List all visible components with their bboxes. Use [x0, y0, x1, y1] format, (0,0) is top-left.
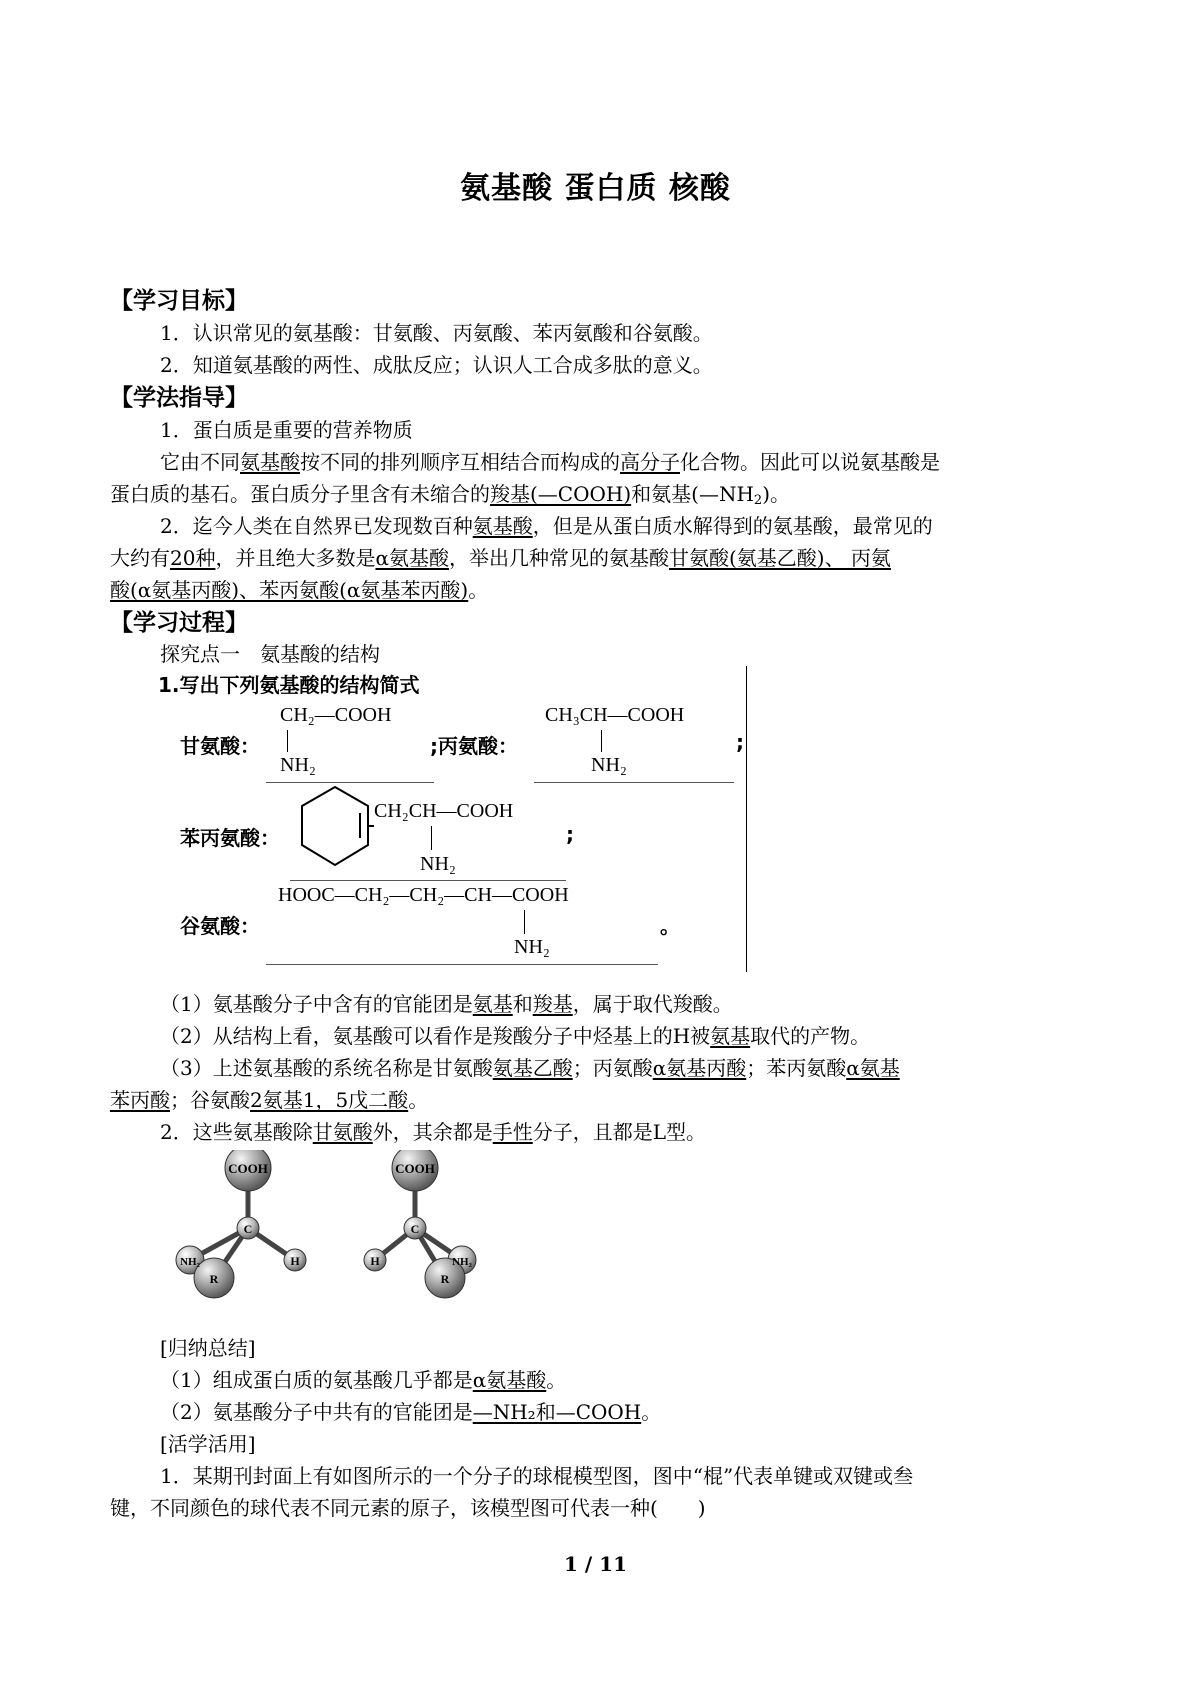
methods-p5: 大约有20种，并且绝大多数是α氨基酸，举出几种常见的氨基酸甘氨酸(氨基乙酸)、 丙氨: [110, 546, 891, 570]
model-right-c-label: C: [410, 1222, 420, 1236]
glycine-label: 甘氨酸：: [180, 734, 260, 758]
phenylalanine-formula-bottom: NH₂: [420, 853, 456, 875]
question-3: （3）上述氨基酸的系统名称是甘氨酸氨基乙酸；丙氨酸α氨基丙酸；苯丙氨酸α氨基: [160, 1056, 900, 1080]
methods-p3: 蛋白质的基石。蛋白质分子里含有未缩合的羧基(—COOH)和氨基$(—NH_2)$。: [110, 482, 790, 508]
model-left-c-label: C: [243, 1222, 253, 1236]
glycine-bond: [287, 730, 288, 752]
phenylalanine-bond: [431, 826, 432, 850]
methods-heading: 【学法指导】: [110, 385, 248, 411]
methods-p2: 它由不同氨基酸按不同的排列顺序互相结合而构成的高分子化合物。因此可以说氨基酸是: [160, 450, 940, 474]
model-right: [364, 1150, 476, 1298]
glutamic-acid-period: 。: [660, 914, 680, 938]
chirality-models-figure: [170, 1150, 500, 1300]
glutamic-acid-bond: [524, 910, 525, 934]
question-1: （1）氨基酸分子中含有的官能团是氨基和羧基，属于取代羧酸。: [160, 992, 733, 1016]
methods-p6: 酸(α氨基丙酸)、苯丙氨酸(α氨基苯丙酸)。: [110, 578, 489, 602]
figure-right-border: [746, 666, 747, 972]
phenylalanine-formula-top: CH₂CH—COOH: [374, 800, 514, 822]
goals-heading: 【学习目标】: [110, 288, 248, 314]
explore-point-1: 探究点一 氨基酸的结构: [160, 642, 380, 666]
summary-item-2: （2）氨基酸分子中共有的官能团是—NH₂和—COOH。: [160, 1400, 662, 1424]
question-3-cont: 苯丙酸；谷氨酸2氨基1，5戊二酸。: [110, 1088, 429, 1112]
alanine-answer-line: [534, 782, 734, 783]
alanine-semicolon: ;: [736, 730, 744, 754]
glycine-formula-bottom: NH₂: [280, 754, 316, 776]
model-right-h-label: H: [370, 1254, 380, 1268]
glycine-formula-top: CH₂—COOH: [280, 704, 392, 726]
benzene-ring-icon: [296, 783, 374, 869]
model-left-h-label: H: [290, 1254, 300, 1268]
phenylalanine-semicolon: ;: [566, 822, 574, 846]
alanine-bond: [601, 730, 602, 752]
model-left: [176, 1150, 306, 1298]
practice-line-1: 1．某期刊封面上有如图所示的一个分子的球棍模型图，图中“棍”代表单键或双键或叁: [160, 1464, 914, 1488]
goal-item-2: 2．知道氨基酸的两性、成肽反应；认识人工合成多肽的意义。: [160, 353, 713, 377]
glutamic-acid-formula-top: HOOC—CH₂—CH₂—CH—COOH: [278, 884, 569, 906]
page-number: 1 / 11: [564, 1552, 627, 1576]
summary-heading: [归纳总结]: [160, 1336, 256, 1360]
model-right-nh2-label: NH₂: [452, 1256, 472, 1268]
page-title: 氨基酸 蛋白质 核酸: [460, 171, 731, 206]
model-left-nh2-label: NH₂: [180, 1256, 200, 1268]
question-2: （2）从结构上看，氨基酸可以看作是羧酸分子中烃基上的H被氨基取代的产物。: [160, 1024, 871, 1048]
figure-heading: 1.写出下列氨基酸的结构简式: [158, 673, 420, 697]
glutamic-acid-answer-line: [266, 964, 658, 965]
methods-p1: 1．蛋白质是重要的营养物质: [160, 418, 413, 442]
glutamic-acid-formula-bottom: NH₂: [514, 936, 550, 958]
model-right-r-label: R: [440, 1272, 450, 1286]
practice-line-2: 键，不同颜色的球代表不同元素的原子，该模型图可代表一种( ): [110, 1496, 706, 1520]
goal-item-1: 1．认识常见的氨基酸：甘氨酸、丙氨酸、苯丙氨酸和谷氨酸。: [160, 321, 713, 345]
methods-p4: 2．迄今人类在自然界已发现数百种氨基酸，但是从蛋白质水解得到的氨基酸，最常见的: [160, 514, 933, 538]
model-left-r-label: R: [209, 1272, 219, 1286]
summary-item-1: （1）组成蛋白质的氨基酸几乎都是α氨基酸。: [160, 1368, 567, 1392]
alanine-formula-top: CH₃CH—COOH: [545, 704, 685, 726]
phenylalanine-answer-line: [290, 880, 566, 881]
phenylalanine-label: 苯丙氨酸：: [180, 826, 280, 850]
chirality-paragraph: 2．这些氨基酸除甘氨酸外，其余都是手性分子，且都是L型。: [160, 1120, 707, 1144]
model-left-cooh-label: COOH: [228, 1161, 268, 1176]
model-right-cooh-label: COOH: [395, 1161, 435, 1176]
alanine-formula-bottom: NH₂: [591, 754, 627, 776]
alanine-label: ;丙氨酸：: [430, 734, 518, 758]
process-heading: 【学习过程】: [110, 610, 248, 636]
practice-heading: [活学活用]: [160, 1432, 256, 1456]
glutamic-acid-label: 谷氨酸：: [180, 914, 260, 938]
